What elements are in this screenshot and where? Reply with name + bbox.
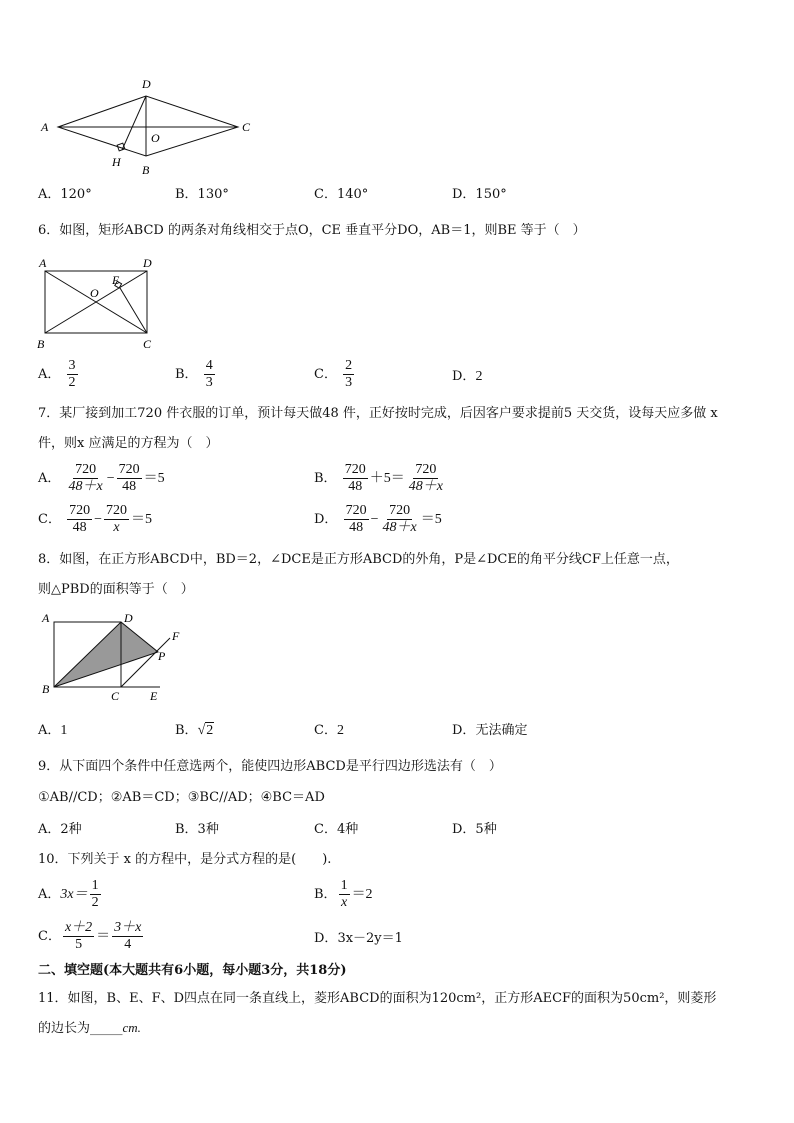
q5-label-o: O [151,131,160,145]
denominator: 5 [75,937,83,952]
numerator: 1 [340,878,348,893]
denominator: 48 [122,479,137,494]
rhs: ＝5 [131,512,152,527]
numerator: 4 [205,358,213,373]
q8-label-p: P [158,649,166,663]
option-letter: C． [314,723,337,738]
fraction [344,503,369,536]
fraction [343,462,368,495]
rhs: ＝2 [351,887,373,902]
q5-label-c: C [242,120,251,134]
q5-label-a: A [41,120,49,134]
q6-label-e: E [112,273,120,287]
denominator: x [113,520,120,535]
q8-option-c [314,722,344,740]
q7-option-d [314,503,442,536]
fraction [67,358,78,391]
q8-option-d [452,722,527,740]
option-letter: D． [452,369,476,384]
fraction [343,358,354,391]
q5-option-d: D．150° [452,187,507,202]
q6-option-a [38,358,80,391]
q8-label-a: A [42,611,50,625]
denominator: 48＋x [68,479,103,494]
q6-option-b [175,358,217,391]
q9-option-c: C．4种 [314,822,359,837]
q9-option-d: D．5种 [452,822,497,837]
q5-rhombus-figure [38,76,258,181]
fraction [90,878,101,911]
denominator: 48 [349,520,364,535]
section-heading-fill-in: 二、填空题(本大题共有6小题，每小题3分，共18分) [38,963,347,978]
q10-option-a [38,878,103,911]
option-value: 无法确定 [475,723,528,738]
q6-option-d [452,368,482,386]
q5-label-d: D [142,77,151,91]
q8-stem-line1: 8．如图，在正方形ABCD中，BD＝2，∠DCE是正方形ABCD的外角，P是∠DCE的角平分线CF上任意一点， [38,552,679,567]
q6-label-c: C [143,337,152,351]
q9-stem: 9．从下面四个条件中任意选两个，能使四边形ABCD是平行四边形选法有（ ） [38,759,502,774]
equals: ＝ [96,929,111,944]
q8-stem-line2: 则△PBD的面积等于（ ） [38,582,194,597]
q10-option-d [314,930,403,948]
numerator: 720 [344,462,366,477]
option-value: 3x－2y＝1 [337,931,403,946]
q7-stem-line2: 件，则x 应满足的方程为（ ） [38,436,219,451]
numerator: 720 [118,462,140,477]
q8-label-d: D [124,611,133,625]
operator: ＋5＝ [369,471,405,486]
operator: − [370,512,379,527]
numerator: 720 [415,462,437,477]
fraction [339,878,350,911]
option-letter: A． [38,887,61,902]
option-letter: C． [38,512,61,527]
fraction [104,503,129,536]
option-letter: D． [452,723,476,738]
numerator: 2 [345,358,353,373]
operator: − [94,512,102,527]
q7-stem-line1: 7．某厂接到加工720 件衣服的订单，预计每天做48 件，正好按时完成，后因客户要求提前5 天交货，设每天应多做 x [38,406,718,421]
denominator: 2 [91,895,99,910]
q8-option-b [175,722,214,740]
fraction [67,503,92,536]
sqrt-sign: √ [197,723,206,738]
denominator: 2 [68,375,76,390]
rhs: ＝5 [420,512,442,527]
q8-square-figure [36,610,186,705]
q8-label-e: E [150,689,158,703]
denominator: 3 [205,375,213,390]
option-letter: A． [38,471,61,486]
q6-stem: 6．如图，矩形ABCD 的两条对角线相交于点O，CE 垂直平分DO，AB＝1，则BE 等于（ ） [38,223,586,238]
fraction [204,358,215,391]
denominator: 4 [124,937,132,952]
q6-label-a: A [39,256,47,270]
q5-option-c: C．140° [314,187,369,202]
q10-option-c [38,920,145,953]
q11-stem-line1: 11．如图，B、E、F、D四点在同一条直线上，菱形ABCD的面积为120cm²，正方形AECF的面积为50cm²，则菱形 [38,991,717,1006]
numerator: 720 [389,503,411,518]
q9-option-a: A．2种 [38,822,82,837]
q6-label-d: D [143,256,152,270]
q5-option-b: B．130° [175,187,229,202]
fraction [117,462,142,495]
fraction [407,462,445,495]
denominator: x [340,895,348,910]
option-letter: B． [175,723,198,738]
q10-option-b [314,878,373,911]
denominator: 48 [72,520,87,535]
lhs: 3x＝ [60,887,88,902]
denominator: 48＋x [382,520,417,535]
option-letter: C． [38,929,61,944]
option-letter: D． [314,931,338,946]
q5-option-a: A．120° [38,187,92,202]
q6-rectangle-figure [34,253,164,351]
q11-stem-line2 [38,1019,141,1038]
option-letter: B． [314,887,337,902]
denominator: 48＋x [408,479,443,494]
denominator: 48 [348,479,363,494]
numerator: 720 [345,503,367,518]
q8-option-a [38,722,67,740]
option-value: 2 [475,369,483,384]
option-value: 1 [60,723,68,738]
fraction [112,920,143,953]
option-value: 2 [336,723,344,738]
fraction [380,503,418,536]
q7-option-b [314,462,447,495]
q11-unit: cm. [122,1020,141,1035]
option-letter: B． [175,367,198,382]
numerator: 3＋x [114,920,142,935]
operator: − [106,471,115,486]
option-letter: C． [314,367,337,382]
q11-answer-blank: _____ [90,1021,123,1036]
q8-label-b: B [42,682,50,696]
numerator: 3 [68,358,76,373]
numerator: 720 [69,503,91,518]
denominator: 3 [345,375,353,390]
q7-option-c [38,503,152,536]
radicand: 2 [206,723,214,738]
q7-option-a [38,462,165,495]
numerator: 1 [91,878,99,893]
q5-label-b: B [142,163,150,177]
q10-stem: 10．下列关于 x 的方程中，是分式方程的是( ). [38,852,332,867]
q8-label-f: F [172,629,180,643]
q11-text-pre: 的边长为 [38,1021,91,1036]
option-letter: D． [314,512,338,527]
numerator: 720 [106,503,127,518]
q6-option-c [314,358,356,391]
q8-label-c: C [111,689,120,703]
rhs: ＝5 [143,471,165,486]
option-letter: A． [38,723,61,738]
fraction [63,920,94,953]
q6-label-o: O [90,286,99,300]
q5-label-h: H [112,155,121,169]
q9-option-b: B．3种 [175,822,219,837]
option-letter: A． [38,367,61,382]
numerator: 720 [75,462,97,477]
option-letter: B． [314,471,337,486]
fraction [67,462,105,495]
numerator: x＋2 [64,920,93,935]
q6-label-b: B [37,337,45,351]
q9-conditions: ①AB//CD；②AB＝CD；③BC//AD；④BC＝AD [38,790,325,805]
